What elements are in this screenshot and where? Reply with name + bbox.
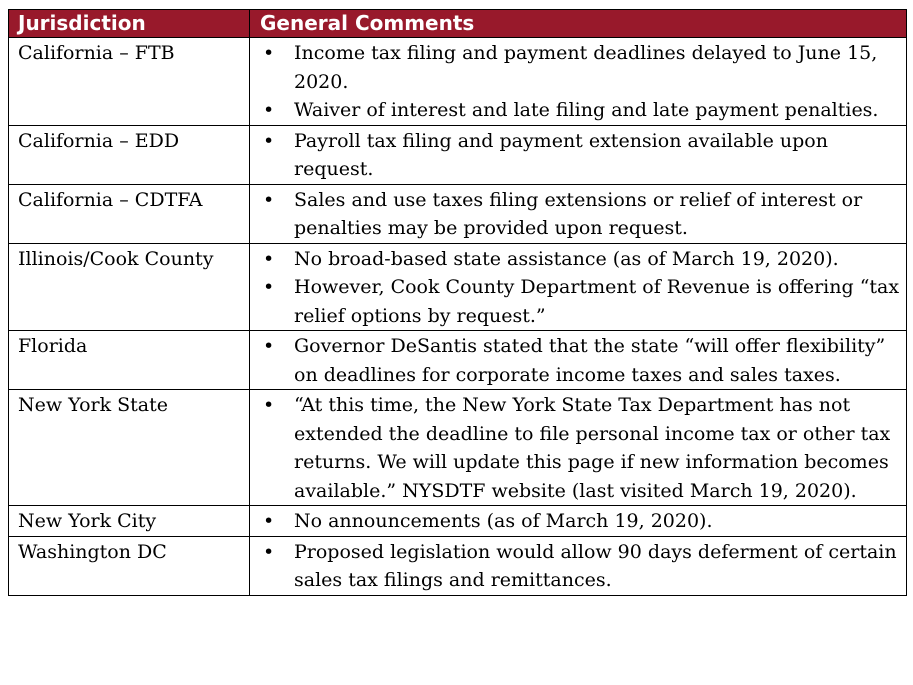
jurisdiction-cell: California – FTB [9, 38, 250, 126]
bullet-icon: • [263, 247, 275, 270]
table-row [9, 243, 907, 331]
comments-cell [250, 184, 907, 243]
table-row [9, 506, 907, 537]
comment-text: Sales and use taxes filing extensions or relief of interest or penalties may be provided upon request. [294, 188, 863, 239]
comment-item [250, 39, 900, 96]
comment-list [250, 507, 900, 536]
comment-item [250, 507, 900, 536]
comments-cell [250, 536, 907, 595]
table-row [9, 38, 907, 126]
table-header-row [9, 10, 907, 38]
comments-cell [250, 331, 907, 390]
bullet-icon: • [263, 129, 275, 152]
comment-list [250, 391, 900, 505]
comment-text: However, Cook County Department of Revenue is offering “tax relief options by request.” [294, 276, 900, 327]
comment-text: No announcements (as of March 19, 2020). [294, 510, 713, 532]
comment-list [250, 127, 900, 184]
jurisdiction-table [8, 9, 907, 596]
comments-cell [250, 390, 907, 506]
comment-item [250, 96, 900, 125]
jurisdiction-cell: Florida [9, 331, 250, 390]
comment-text: Proposed legislation would allow 90 days deferment of certain sales tax filings and remittances. [294, 540, 897, 591]
comment-text: “At this time, the New York State Tax Department has not extended the deadline to file personal income tax or other tax returns. We will update this page if new information becomes available.” NYSDTF website (last visited March 19, 2020). [294, 394, 891, 502]
comment-item [250, 391, 900, 505]
comment-text: Payroll tax filing and payment extension available upon request. [294, 129, 828, 180]
table-row [9, 331, 907, 390]
column-header-general-comments: General Comments [250, 10, 907, 38]
comment-item [250, 245, 900, 274]
comments-cell [250, 243, 907, 331]
bullet-icon: • [263, 540, 275, 563]
table-row [9, 536, 907, 595]
comment-list [250, 332, 900, 389]
table-row [9, 184, 907, 243]
bullet-icon: • [263, 276, 275, 298]
jurisdiction-cell: New York City [9, 506, 250, 537]
jurisdiction-cell: California – EDD [9, 125, 250, 184]
comment-item [250, 273, 900, 330]
bullet-icon: • [263, 394, 275, 416]
bullet-icon: • [263, 99, 275, 121]
bullet-icon: • [263, 42, 275, 64]
comment-text: Waiver of interest and late filing and late payment penalties. [294, 99, 879, 121]
comments-cell [250, 506, 907, 537]
bullet-icon: • [263, 188, 275, 211]
jurisdiction-cell: California – CDTFA [9, 184, 250, 243]
table-row [9, 125, 907, 184]
bullet-icon: • [263, 335, 275, 357]
comments-cell [250, 125, 907, 184]
comment-text: No broad-based state assistance (as of March 19, 2020). [294, 247, 839, 270]
comment-item [250, 127, 900, 184]
comment-text: Governor DeSantis stated that the state “will offer flexibility” on deadlines for corporate income taxes and sales taxes. [294, 335, 886, 386]
comment-list [250, 186, 900, 243]
comment-list [250, 39, 900, 125]
jurisdiction-cell: Illinois/Cook County [9, 243, 250, 331]
bullet-icon: • [263, 510, 275, 532]
jurisdiction-cell: Washington DC [9, 536, 250, 595]
table-row [9, 390, 907, 506]
comments-cell [250, 38, 907, 126]
comment-item [250, 332, 900, 389]
comment-list [250, 245, 900, 331]
column-header-jurisdiction: Jurisdiction [9, 10, 250, 38]
comment-item [250, 186, 900, 243]
comment-list [250, 538, 900, 595]
comment-item [250, 538, 900, 595]
table-body [9, 38, 907, 596]
jurisdiction-cell: New York State [9, 390, 250, 506]
comment-text: Income tax filing and payment deadlines delayed to June 15, 2020. [294, 42, 878, 93]
